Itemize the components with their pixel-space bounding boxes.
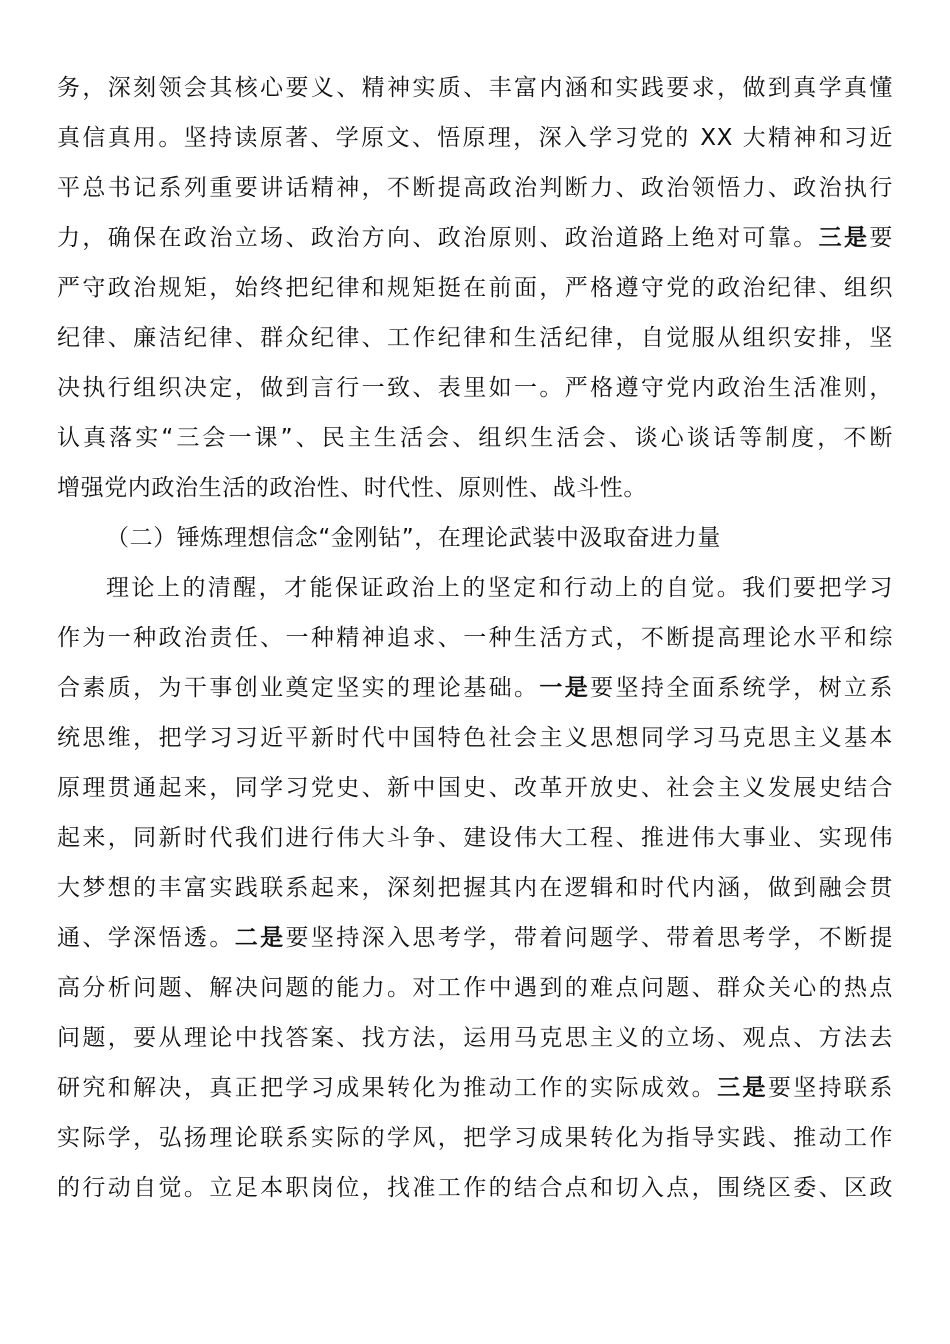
text-line: 高分析问题、解决问题的能力。对工作中遇到的难点问题、群众关心的热点 (57, 975, 893, 1001)
text-line: 大梦想的丰富实践联系起来，深刻把握其内在逻辑和时代内涵，做到融会贯 (57, 875, 893, 901)
emphasis-ordinal: 二是 (234, 925, 286, 951)
section-heading: （二）锤炼理想信念“金刚钻”，在理论武装中汲取奋进力量 (106, 525, 722, 551)
text-line: 的行动自觉。立足本职岗位，找准工作的结合点和切入点，围绕区委、区政 (57, 1175, 893, 1201)
text-line: 合素质，为干事创业奠定坚实的理论基础。一是要坚持全面系统学，树立系 (57, 675, 893, 701)
emphasis-ordinal: 一是 (539, 675, 591, 701)
text-line: 务，深刻领会其核心要义、精神实质、丰富内涵和实践要求，做到真学真懂 (57, 75, 893, 101)
text-line: 起来，同新时代我们进行伟大斗争、建设伟大工程、推进伟大事业、实现伟 (57, 825, 893, 851)
text-line: 决执行组织决定，做到言行一致、表里如一。严格遵守党内政治生活准则， (57, 375, 893, 401)
text-line: 力，确保在政治立场、政治方向、政治原则、政治道路上绝对可靠。三是要 (57, 225, 893, 251)
text-line: 作为一种政治责任、一种精神追求、一种生活方式，不断提高理论水平和综 (57, 625, 893, 651)
emphasis-ordinal: 三是 (717, 1075, 768, 1101)
text-line: 增强党内政治生活的政治性、时代性、原则性、战斗性。 (57, 475, 647, 501)
text-line: 认真落实“三会一课”、民主生活会、组织生活会、谈心谈话等制度，不断 (57, 425, 893, 451)
emphasis-ordinal: 三是 (818, 225, 870, 251)
text-line: 理论上的清醒，才能保证政治上的坚定和行动上的自觉。我们要把学习 (106, 575, 893, 601)
text-line: 实际学，弘扬理论联系实际的学风，把学习成果转化为指导实践、推动工作 (57, 1125, 893, 1151)
text-line: 平总书记系列重要讲话精神，不断提高政治判断力、政治领悟力、政治执行 (57, 175, 893, 201)
text-line: 真信真用。坚持读原著、学原文、悟原理，深入学习党的 XX 大精神和习近 (57, 125, 893, 151)
text-line: 纪律、廉洁纪律、群众纪律、工作纪律和生活纪律，自觉服从组织安排，坚 (57, 325, 893, 351)
text-line: 原理贯通起来，同学习党史、新中国史、改革开放史、社会主义发展史结合 (57, 775, 893, 801)
text-line: 问题，要从理论中找答案、找方法，运用马克思主义的立场、观点、方法去 (57, 1025, 893, 1051)
text-line: 严守政治规矩，始终把纪律和规矩挺在前面，严格遵守党的政治纪律、组织 (57, 275, 893, 301)
text-line: 统思维，把学习习近平新时代中国特色社会主义思想同学习马克思主义基本 (57, 725, 893, 751)
text-line: 研究和解决，真正把学习成果转化为推动工作的实际成效。三是要坚持联系 (57, 1075, 893, 1101)
text-line: 通、学深悟透。二是要坚持深入思考学，带着问题学、带着思考学，不断提 (57, 925, 893, 951)
